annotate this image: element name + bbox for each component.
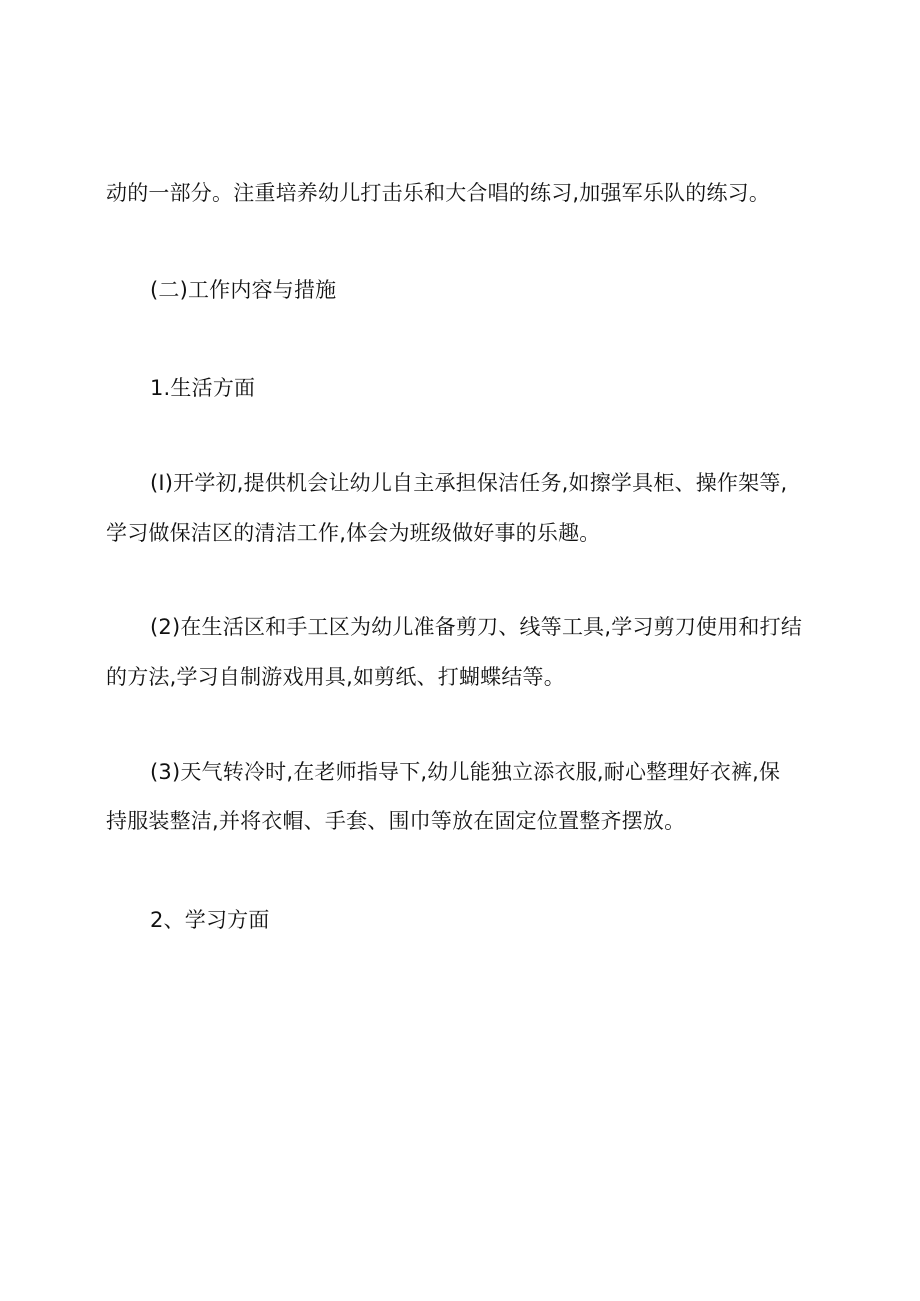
item-2-line-1: (2)在生活区和手工区为幼儿准备剪刀、线等工具,学习剪刀使用和打结: [150, 615, 803, 639]
paragraph-continuation-line: 动的一部分。注重培养幼儿打击乐和大合唱的练习,加强军乐队的练习。: [106, 181, 771, 205]
item-3-line-2: 持服装整洁,并将衣帽、手套、围巾等放在固定位置整齐摆放。: [106, 809, 686, 833]
item-1-line-2: 学习做保洁区的清洁工作,体会为班级做好事的乐趣。: [106, 521, 601, 545]
subheading-study-aspect: 2、学习方面: [150, 908, 270, 932]
item-1-line-1: (I)开学初,提供机会让幼儿自主承担保洁任务,如擦学具柜、操作架等,: [150, 471, 788, 495]
subheading-life-aspect: 1.生活方面: [150, 376, 256, 400]
item-2-line-2: 的方法,学习自制游戏用具,如剪纸、打蝴蝶结等。: [106, 665, 565, 689]
item-3-line-1: (3)天气转冷时,在老师指导下,幼儿能独立添衣服,耐心整理好衣裤,保: [150, 760, 781, 784]
section-heading-work-content: (二)工作内容与措施: [150, 278, 337, 302]
